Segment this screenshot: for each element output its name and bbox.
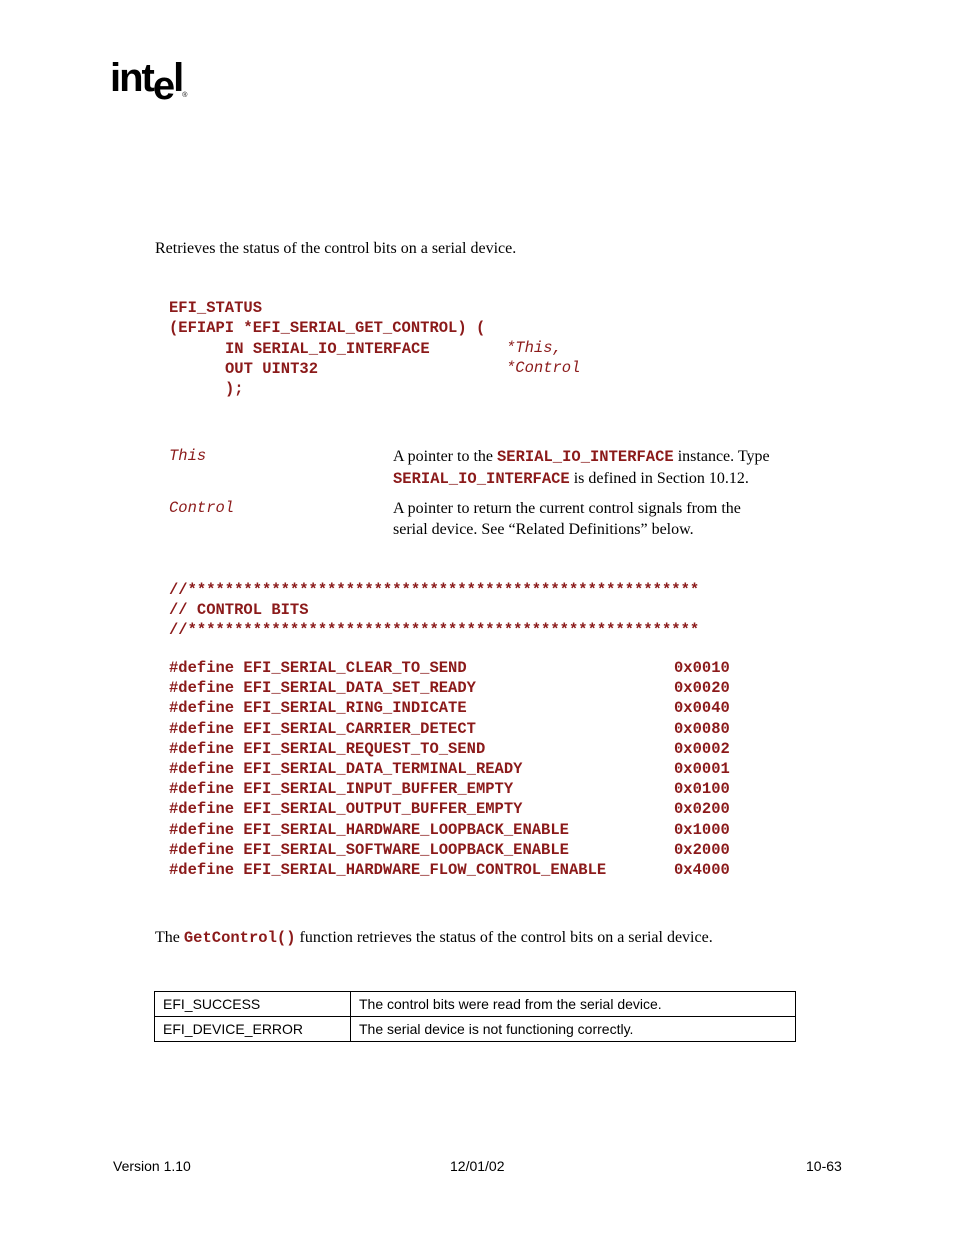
prototype-line1: EFI_STATUS — [169, 299, 263, 317]
code-serial-io-interface: SERIAL_IO_INTERFACE — [496, 448, 674, 466]
define-row: #define EFI_SERIAL_DATA_TERMINAL_READY 0x0001 — [169, 759, 730, 778]
footer-date: 12/01/02 — [450, 1158, 505, 1174]
prototype-arg1-type: IN SERIAL_IO_INTERFACE — [225, 340, 430, 358]
logo-registered: ® — [182, 92, 188, 99]
param-control-desc: A pointer to return the current control signals from the serial device. See “Related Definitions” below. — [393, 500, 741, 538]
param-this-name: This — [169, 447, 207, 465]
logo-int: int — [110, 56, 153, 100]
status-code: EFI_DEVICE_ERROR — [155, 1017, 351, 1042]
param-control-name: Control — [169, 499, 235, 517]
intel-logo — [110, 56, 188, 108]
define-row: #define EFI_SERIAL_SOFTWARE_LOOPBACK_ENABLE 0x2000 — [169, 840, 730, 859]
prototype-arg2-name: *Control — [506, 359, 581, 377]
comment-line1: //******************************************************* — [169, 581, 700, 599]
status-desc: The control bits were read from the serial device. — [351, 992, 796, 1017]
code-serial-io-interface: SERIAL_IO_INTERFACE — [393, 470, 570, 488]
param-this-desc: A pointer to the SERIAL_IO_INTERFACE instance. Type SERIAL_IO_INTERFACE is defined in Section 10.12. — [393, 448, 770, 488]
define-row: #define EFI_SERIAL_HARDWARE_LOOPBACK_ENABLE 0x1000 — [169, 820, 730, 839]
define-row: #define EFI_SERIAL_OUTPUT_BUFFER_EMPTY 0x0200 — [169, 800, 730, 819]
status-codes-table — [154, 991, 796, 1042]
prototype-line2: (EFIAPI *EFI_SERIAL_GET_CONTROL) ( — [169, 319, 486, 337]
footer-page-number: 10-63 — [806, 1158, 842, 1174]
code-getcontrol: GetControl() — [183, 929, 296, 947]
comment-line3: //******************************************************* — [169, 621, 700, 639]
description-text: The GetControl() function retrieves the status of the control bits on a serial device. — [155, 929, 713, 947]
prototype-arg1-name: *This, — [506, 339, 562, 357]
define-row: #define EFI_SERIAL_RING_INDICATE 0x0040 — [169, 699, 730, 718]
define-row: #define EFI_SERIAL_REQUEST_TO_SEND 0x0002 — [169, 739, 730, 758]
define-row: #define EFI_SERIAL_CLEAR_TO_SEND 0x0010 — [169, 659, 730, 677]
status-code: EFI_SUCCESS — [155, 992, 351, 1017]
define-row: #define EFI_SERIAL_HARDWARE_FLOW_CONTROL_ENABLE 0x4000 — [169, 860, 730, 879]
summary-text: Retrieves the status of the control bits on a serial device. — [155, 240, 517, 257]
logo-l: l — [173, 56, 183, 100]
footer-version: Version 1.10 — [113, 1158, 191, 1174]
prototype-close: ); — [225, 380, 244, 398]
defines-list — [169, 658, 730, 880]
define-row: #define EFI_SERIAL_INPUT_BUFFER_EMPTY 0x0100 — [169, 780, 730, 799]
define-row: #define EFI_SERIAL_CARRIER_DETECT 0x0080 — [169, 719, 730, 738]
comment-line2: // CONTROL BITS — [169, 601, 309, 619]
logo-e: e — [152, 64, 174, 108]
status-desc: The serial device is not functioning correctly. — [351, 1017, 796, 1042]
define-row: #define EFI_SERIAL_DATA_SET_READY 0x0020 — [169, 679, 730, 698]
prototype-arg2-type: OUT UINT32 — [225, 360, 319, 378]
table-row — [155, 1017, 796, 1042]
table-row — [155, 992, 796, 1017]
